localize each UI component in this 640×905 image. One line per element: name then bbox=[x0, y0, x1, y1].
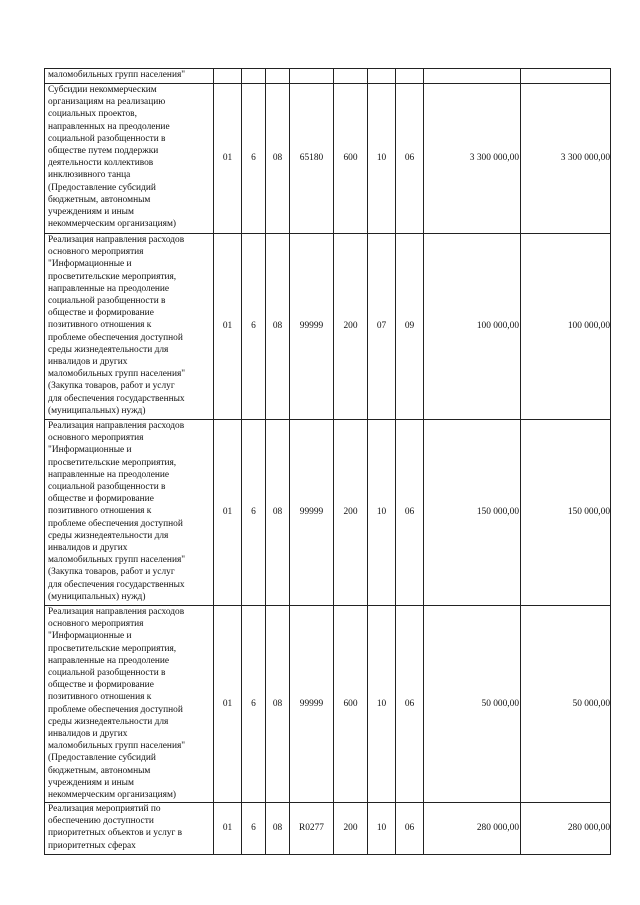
program-code: 01 bbox=[214, 420, 242, 606]
main-activity-code: 08 bbox=[266, 803, 290, 855]
expense-type-code: 600 bbox=[334, 84, 368, 234]
subsection-code: 06 bbox=[396, 606, 424, 803]
section-code: 10 bbox=[368, 606, 396, 803]
expense-type-code: 200 bbox=[334, 420, 368, 606]
direction-code: 99999 bbox=[290, 606, 334, 803]
row-description: Реализация мероприятий по обеспечению доступности приоритетных объектов и услуг в приоритетных сферах bbox=[45, 803, 214, 855]
amount-cell: 150 000,00 bbox=[521, 420, 611, 606]
expense-type-code: 200 bbox=[334, 803, 368, 855]
main-activity-code: 08 bbox=[266, 420, 290, 606]
subprogram-code: 6 bbox=[242, 606, 266, 803]
expense-type-code: 200 bbox=[334, 234, 368, 420]
section-code: 10 bbox=[368, 84, 396, 234]
subprogram-code bbox=[242, 69, 266, 84]
direction-code: 99999 bbox=[290, 420, 334, 606]
subprogram-code: 6 bbox=[242, 84, 266, 234]
subsection-code bbox=[396, 69, 424, 84]
direction-code bbox=[290, 69, 334, 84]
main-activity-code: 08 bbox=[266, 84, 290, 234]
amount-cell bbox=[521, 69, 611, 84]
section-code: 07 bbox=[368, 234, 396, 420]
table-row bbox=[45, 803, 611, 855]
subprogram-code: 6 bbox=[242, 234, 266, 420]
amount-cell bbox=[424, 69, 521, 84]
amount-cell: 100 000,00 bbox=[424, 234, 521, 420]
direction-code: 99999 bbox=[290, 234, 334, 420]
program-code: 01 bbox=[214, 803, 242, 855]
program-code bbox=[214, 69, 242, 84]
section-code: 10 bbox=[368, 420, 396, 606]
program-code: 01 bbox=[214, 606, 242, 803]
row-description: Субсидии некоммерческим организациям на реализацию социальных проектов, направленных на преодоление социальной разобщенности в обществе путем поддержки деятельности коллективов инклюзивного танца (Предоставление субсидий бюджетным, автономным учреждениям и иным некоммерческим организациям) bbox=[45, 84, 214, 234]
subsection-code: 06 bbox=[396, 84, 424, 234]
table-row bbox=[45, 69, 611, 84]
table-row bbox=[45, 606, 611, 803]
subsection-code: 09 bbox=[396, 234, 424, 420]
budget-table bbox=[44, 68, 611, 855]
expense-type-code: 600 bbox=[334, 606, 368, 803]
section-code bbox=[368, 69, 396, 84]
direction-code: R0277 bbox=[290, 803, 334, 855]
subsection-code: 06 bbox=[396, 420, 424, 606]
amount-cell: 150 000,00 bbox=[424, 420, 521, 606]
row-description: Реализация направления расходов основного мероприятия "Информационные и просветительские мероприятия, направленные на преодоление социальной разобщенности в обществе и формирование позитивного отношения к проблеме обеспечения доступной среды жизнедеятельности для инвалидов и других маломобильных групп населения" (Закупка товаров, работ и услуг для обеспечения государственных (муниципальных) нужд) bbox=[45, 234, 214, 420]
row-description: маломобильных групп населения" bbox=[45, 69, 214, 84]
row-description: Реализация направления расходов основного мероприятия "Информационные и просветительские мероприятия, направленные на преодоление социальной разобщенности в обществе и формирование позитивного отношения к проблеме обеспечения доступной среды жизнедеятельности для инвалидов и других маломобильных групп населения" (Предоставление субсидий бюджетным, автономным учреждениям и иным некоммерческим организациям) bbox=[45, 606, 214, 803]
amount-cell: 50 000,00 bbox=[521, 606, 611, 803]
amount-cell: 280 000,00 bbox=[424, 803, 521, 855]
subprogram-code: 6 bbox=[242, 803, 266, 855]
table-row bbox=[45, 234, 611, 420]
amount-cell: 3 300 000,00 bbox=[521, 84, 611, 234]
amount-cell: 100 000,00 bbox=[521, 234, 611, 420]
section-code: 10 bbox=[368, 803, 396, 855]
table-row bbox=[45, 420, 611, 606]
subprogram-code: 6 bbox=[242, 420, 266, 606]
subsection-code: 06 bbox=[396, 803, 424, 855]
amount-cell: 3 300 000,00 bbox=[424, 84, 521, 234]
program-code: 01 bbox=[214, 84, 242, 234]
direction-code: 65180 bbox=[290, 84, 334, 234]
amount-cell: 50 000,00 bbox=[424, 606, 521, 803]
amount-cell: 280 000,00 bbox=[521, 803, 611, 855]
main-activity-code: 08 bbox=[266, 234, 290, 420]
program-code: 01 bbox=[214, 234, 242, 420]
expense-type-code bbox=[334, 69, 368, 84]
main-activity-code bbox=[266, 69, 290, 84]
table-row bbox=[45, 84, 611, 234]
row-description: Реализация направления расходов основного мероприятия "Информационные и просветительские мероприятия, направленные на преодоление социальной разобщенности в обществе и формирование позитивного отношения к проблеме обеспечения доступной среды жизнедеятельности для инвалидов и других маломобильных групп населения" (Закупка товаров, работ и услуг для обеспечения государственных (муниципальных) нужд) bbox=[45, 420, 214, 606]
main-activity-code: 08 bbox=[266, 606, 290, 803]
